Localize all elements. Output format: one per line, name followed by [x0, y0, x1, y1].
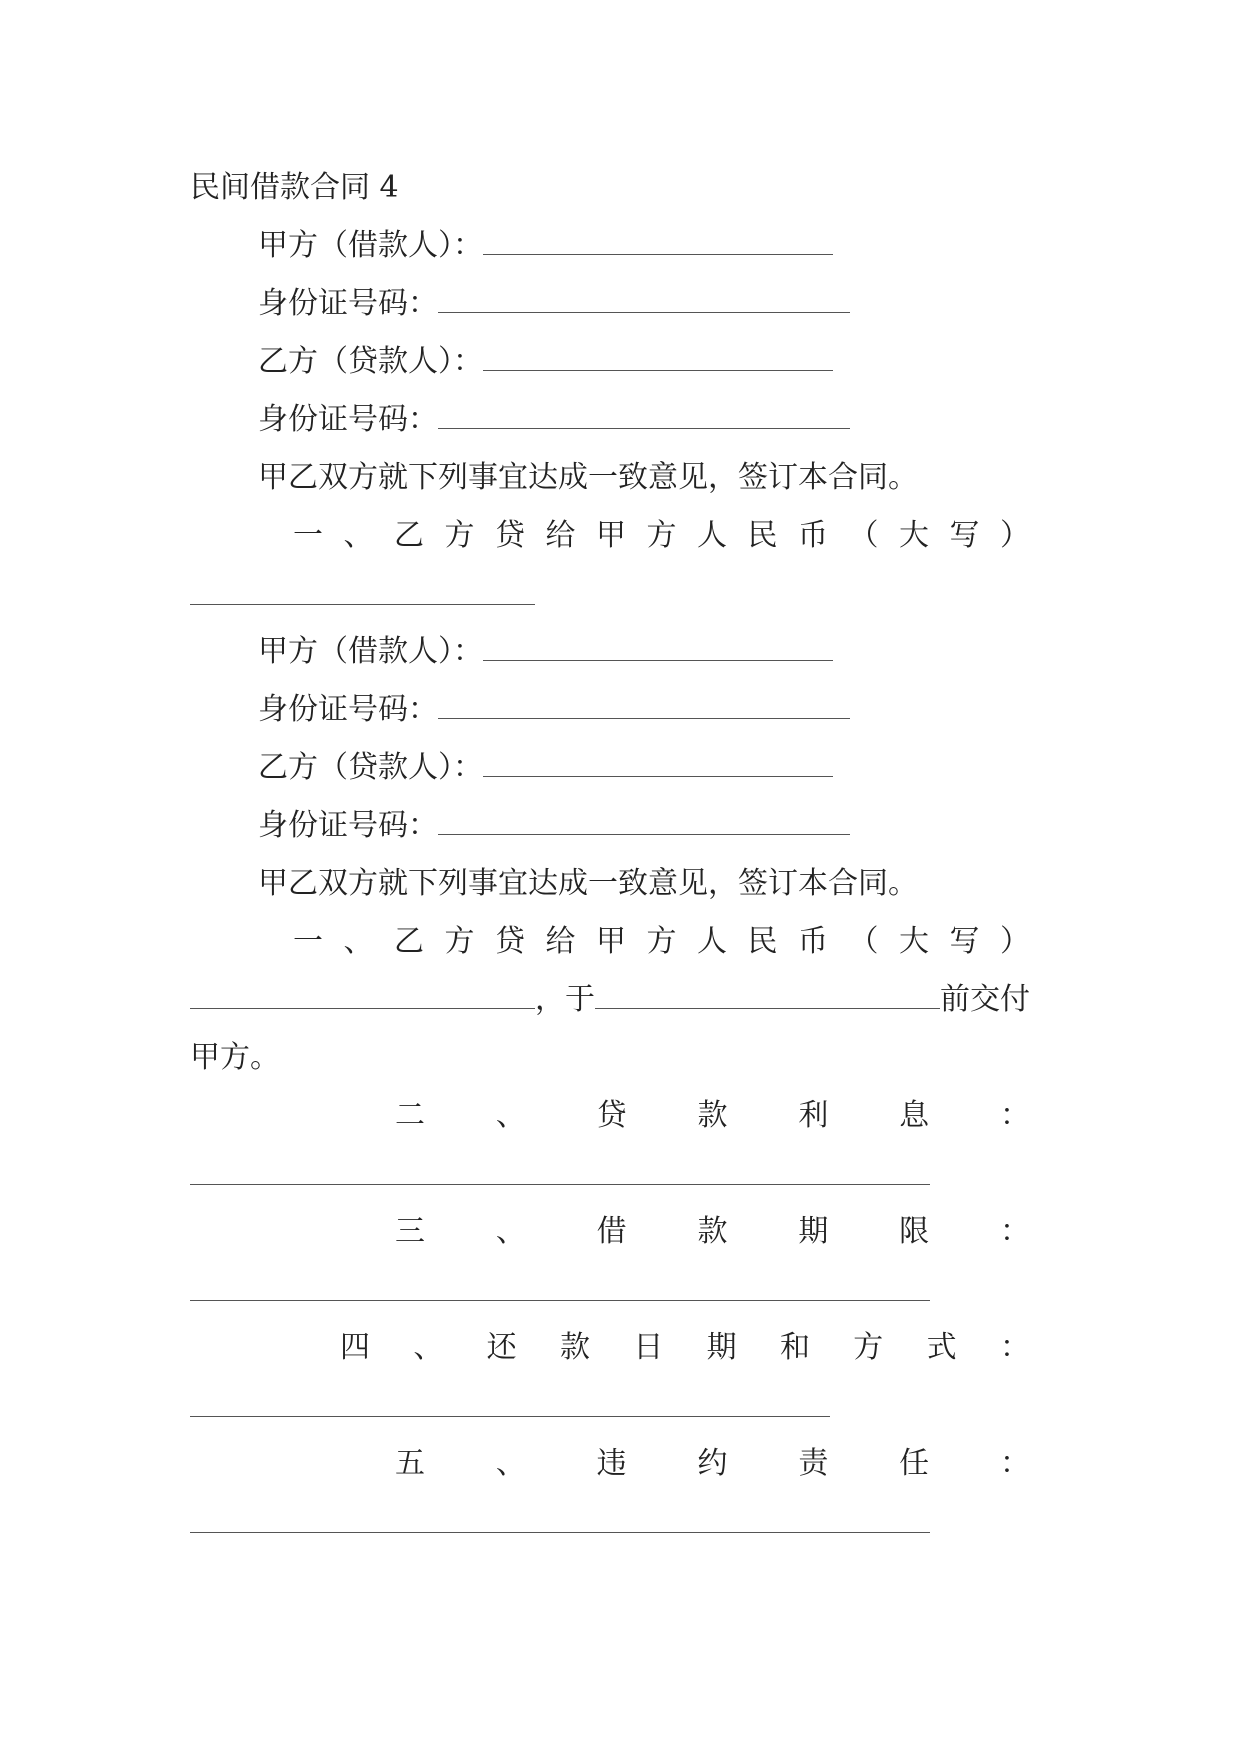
- clause-2-char: 息: [899, 1098, 930, 1133]
- clause-4-char: 和: [779, 1330, 810, 1365]
- clause-3-char: 、: [495, 1214, 526, 1249]
- clause-5-char: 、: [495, 1446, 526, 1481]
- clause-1-char: 写: [949, 518, 980, 553]
- clause-1-heading-2: [293, 922, 1030, 962]
- party-a-label: 甲方（借款人）：: [258, 228, 483, 263]
- clause-5-blank[interactable]: [190, 1532, 930, 1533]
- id-a-blank[interactable]: [438, 288, 850, 313]
- clause-4-char: 日: [633, 1330, 664, 1365]
- clause-2-char: 二: [395, 1098, 425, 1133]
- clause-1-delivery-line: [190, 980, 1030, 1020]
- clause-2-char: 利: [798, 1098, 829, 1133]
- clause-1-b-char: 民: [747, 924, 778, 959]
- clause-1-amount-blank[interactable]: [190, 604, 535, 605]
- clause-1-b-char: 写: [949, 924, 980, 959]
- party-b-blank-2[interactable]: [483, 752, 833, 777]
- id-b-blank[interactable]: [438, 404, 850, 429]
- clause-1-char: 人: [697, 518, 727, 553]
- party-a-label-2: 甲方（借款人）：: [258, 634, 483, 669]
- clause-1-b-char: 币: [798, 924, 828, 959]
- clause-1-char: 给: [545, 518, 576, 553]
- clause-1-comma-yu: ，于: [535, 982, 595, 1017]
- clause-1-b-char: 方: [646, 924, 677, 959]
- clause-4-char: 、: [413, 1330, 444, 1365]
- clause-1-b-char: （: [848, 924, 879, 959]
- clause-1-char: 币: [798, 518, 828, 553]
- clause-3-char: 款: [697, 1214, 728, 1249]
- clause-1-char: 、: [343, 518, 374, 553]
- id-b-line-2: [258, 806, 850, 846]
- clause-1-char: 贷: [495, 518, 525, 553]
- clause-2-char: 款: [697, 1098, 728, 1133]
- party-b-label-2: 乙方（贷款人）：: [258, 750, 483, 785]
- clause-5-char: 责: [798, 1446, 829, 1481]
- clause-1-b-char: 贷: [495, 924, 525, 959]
- clause-3-blank[interactable]: [190, 1300, 930, 1301]
- agreement-statement: 甲乙双方就下列事宜达成一致意见，签订本合同。: [258, 460, 918, 495]
- clause-1-b-char: 、: [343, 924, 374, 959]
- clause-1-b-char: 方: [444, 924, 475, 959]
- clause-1-b-char: 一: [293, 924, 323, 959]
- clause-1-b-char: ）: [1000, 924, 1030, 959]
- clause-1-deliver: 前交付: [940, 982, 1030, 1017]
- clause-1-b-char: 乙: [394, 924, 424, 959]
- clause-4-char: 四: [340, 1330, 370, 1365]
- clause-4-char: 款: [559, 1330, 590, 1365]
- clause-1-char: （: [848, 518, 879, 553]
- clause-3-char: 期: [798, 1214, 829, 1249]
- clause-4-char: 期: [706, 1330, 737, 1365]
- clause-3-char: 限: [899, 1214, 930, 1249]
- clause-1-char: ）: [1000, 518, 1030, 553]
- party-b-line: [258, 342, 833, 382]
- document-title: 民间借款合同 4: [190, 170, 399, 205]
- clause-1-amount-blank-2[interactable]: [190, 984, 535, 1009]
- clause-4-heading: [340, 1328, 1030, 1368]
- clause-3-char: 借: [596, 1214, 627, 1249]
- clause-2-blank[interactable]: [190, 1184, 930, 1185]
- party-a-line-2: [258, 632, 833, 672]
- id-b-blank-2[interactable]: [438, 810, 850, 835]
- clause-1-b-char: 大: [899, 924, 929, 959]
- id-a-line-2: [258, 690, 850, 730]
- id-a-line: [258, 284, 850, 324]
- clause-1-heading: [293, 516, 1030, 556]
- clause-1-char: 甲: [596, 518, 626, 553]
- party-a-blank[interactable]: [483, 230, 833, 255]
- party-b-line-2: [258, 748, 833, 788]
- agreement-statement-2: 甲乙双方就下列事宜达成一致意见，签订本合同。: [258, 866, 918, 901]
- clause-1-date-blank[interactable]: [595, 984, 940, 1009]
- clause-2-heading: [395, 1096, 1030, 1136]
- clause-2-char: 贷: [596, 1098, 627, 1133]
- clause-2-char: 、: [495, 1098, 526, 1133]
- id-b-label: 身份证号码：: [258, 402, 438, 437]
- party-b-blank[interactable]: [483, 346, 833, 371]
- clause-5-char: ：: [999, 1446, 1030, 1481]
- clause-4-char: ：: [999, 1330, 1030, 1365]
- clause-5-heading: [395, 1444, 1030, 1484]
- party-b-label: 乙方（贷款人）：: [258, 344, 483, 379]
- clause-1-party: 甲方。: [190, 1040, 280, 1075]
- clause-4-char: 方: [853, 1330, 884, 1365]
- id-a-blank-2[interactable]: [438, 694, 850, 719]
- party-a-blank-2[interactable]: [483, 636, 833, 661]
- clause-5-char: 五: [395, 1446, 425, 1481]
- clause-1-char: 大: [899, 518, 929, 553]
- clause-3-char: ：: [999, 1214, 1030, 1249]
- id-b-line: [258, 400, 850, 440]
- clause-1-char: 方: [444, 518, 475, 553]
- clause-2-char: ：: [999, 1098, 1030, 1133]
- clause-1-char: 民: [747, 518, 778, 553]
- clause-5-char: 约: [697, 1446, 728, 1481]
- clause-5-char: 任: [899, 1446, 930, 1481]
- clause-1-char: 乙: [394, 518, 424, 553]
- clause-3-char: 三: [395, 1214, 425, 1249]
- clause-1-char: 一: [293, 518, 323, 553]
- clause-5-char: 违: [596, 1446, 627, 1481]
- clause-3-heading: [395, 1212, 1030, 1252]
- clause-1-b-char: 甲: [596, 924, 626, 959]
- clause-1-b-char: 人: [697, 924, 727, 959]
- party-a-line: [258, 226, 833, 266]
- id-a-label: 身份证号码：: [258, 286, 438, 321]
- clause-4-blank[interactable]: [190, 1416, 830, 1417]
- clause-1-char: 方: [646, 518, 677, 553]
- clause-1-b-char: 给: [545, 924, 576, 959]
- id-b-label-2: 身份证号码：: [258, 808, 438, 843]
- id-a-label-2: 身份证号码：: [258, 692, 438, 727]
- clause-4-char: 还: [486, 1330, 517, 1365]
- clause-4-char: 式: [926, 1330, 957, 1365]
